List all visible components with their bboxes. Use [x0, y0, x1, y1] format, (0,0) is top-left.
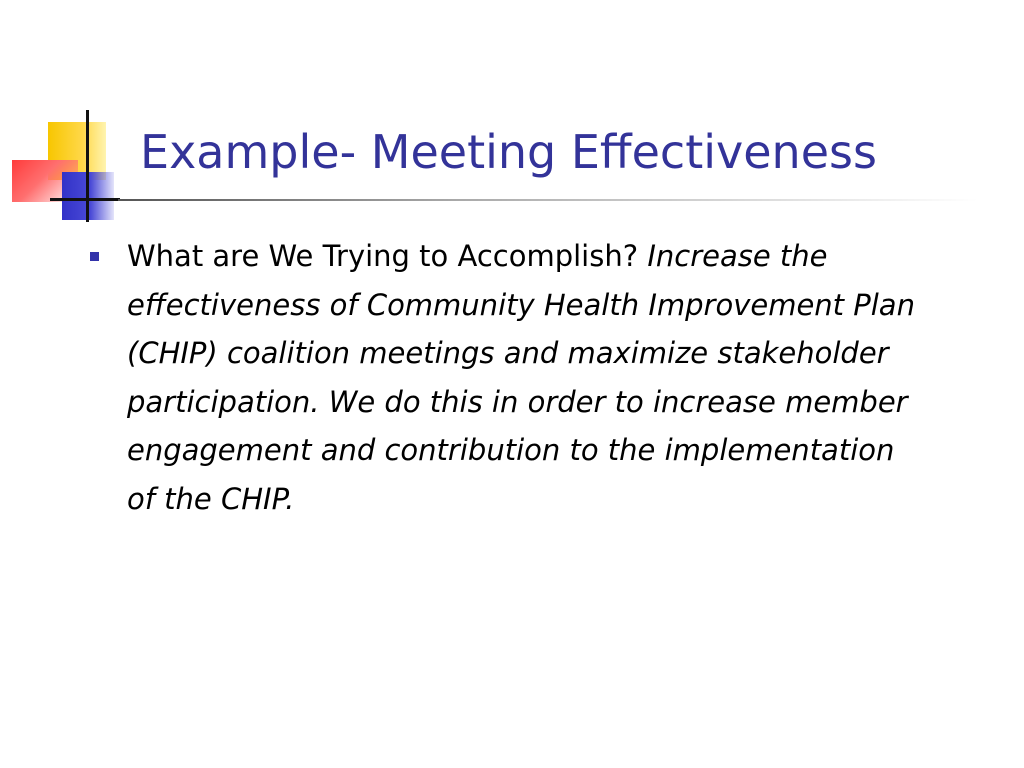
bullet-lead-text: What are We Trying to Accomplish? — [127, 239, 648, 273]
vertical-rule — [86, 110, 89, 222]
slide-title: Example- Meeting Effectiveness — [140, 125, 877, 179]
short-horizontal-rule — [50, 198, 120, 201]
title-underline — [118, 199, 978, 201]
square-bullet-icon — [90, 252, 99, 261]
bullet-text — [127, 232, 927, 523]
bullet-item — [90, 232, 950, 523]
bullet-emphasis-text: Increase the effectiveness of Community Health Improvement Plan (CHIP) coalition meetings and maximize stakeholder participation. We do this in order to increase member engagement and contribution to the implementation of the CHIP. — [127, 239, 915, 516]
